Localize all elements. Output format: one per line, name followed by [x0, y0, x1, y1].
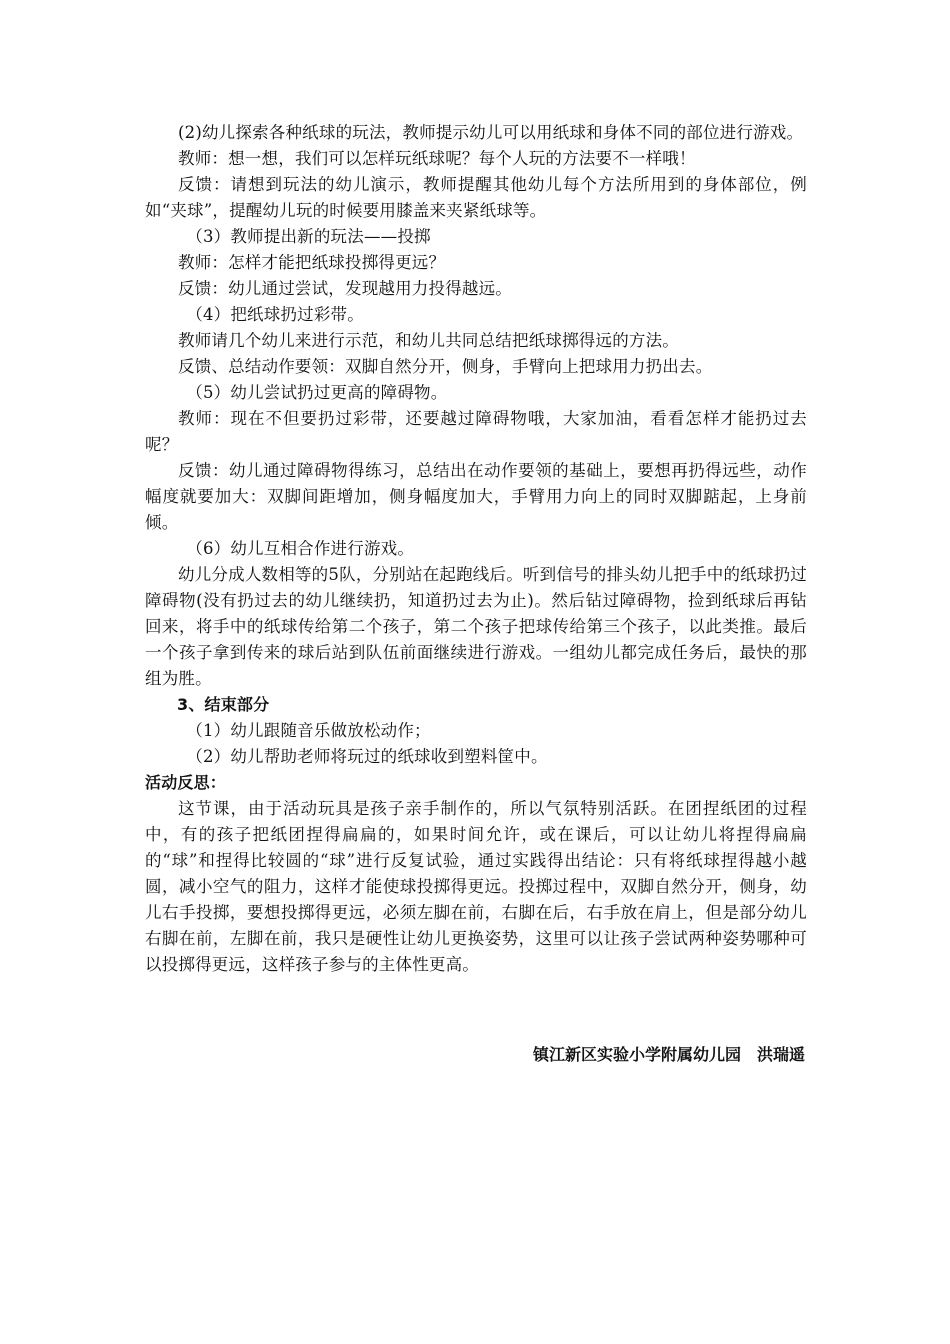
paragraph-feedback-1: 反馈：请想到玩法的幼儿演示，教师提醒其他幼儿每个方法所用到的身体部位，例如“夹球”，提醒幼儿玩的时候要用膝盖来夹紧纸球等。 — [145, 175, 807, 220]
section-heading-ending: 3、结束部分 — [177, 695, 270, 714]
author-signature: 镇江新区实验小学附属幼儿园 洪瑞遥 — [532, 1045, 805, 1064]
paragraph-reflection: 这节课，由于活动玩具是孩子亲手制作的，所以气氛特别活跃。在团捏纸团的过程中，有的孩子把纸团捏得扁扁的，如果时间允许，或在课后，可以让幼儿将捏得扁扁的“球”和捏得比较圆的“球”进行反复试验，通过实践得出结论：只有将纸球捏得越小越圆，减小空气的阻力，这样才能使球投掷得更远。投掷过程中，双脚自然分开，侧身，幼儿右手投掷，要想投掷得更远，必须左脚在前，右脚在后，右手放在肩上，但是部分幼儿右脚在前，左脚在前，我只是硬性让幼儿更换姿势，这里可以让孩子尝试两种姿势哪种可以投掷得更远，这样孩子参与的主体性更高。 — [145, 799, 807, 974]
paragraph-explore-ball-play: (2)幼儿探索各种纸球的玩法，教师提示幼儿可以用纸球和身体不同的部位进行游戏。 — [178, 123, 804, 142]
paragraph-ending-1: （1）幼儿跟随音乐做放松动作； — [186, 721, 431, 740]
paragraph-teacher-demo: 教师请几个幼儿来进行示范，和幼儿共同总结把纸球掷得远的方法。 — [178, 331, 679, 350]
paragraph-teacher-question-2: 教师：怎样才能把纸球投掷得更远？ — [178, 253, 446, 272]
paragraph-step-6: （6）幼儿互相合作进行游戏。 — [186, 539, 415, 558]
section-heading-reflection: 活动反思： — [145, 773, 227, 792]
paragraph-teacher-question-3: 教师：现在不但要扔过彩带，还要越过障碍物哦，大家加油，看看怎样才能扔过去呢？ — [145, 409, 807, 454]
paragraph-step-5: （5）幼儿尝试扔过更高的障碍物。 — [186, 383, 448, 402]
paragraph-feedback-2: 反馈：幼儿通过尝试，发现越用力投得越远。 — [178, 279, 512, 298]
paragraph-step-4: （4）把纸球扔过彩带。 — [186, 305, 364, 324]
paragraph-feedback-4: 反馈：幼儿通过障碍物得练习，总结出在动作要领的基础上，要想再扔得远些，动作幅度就要加大：双脚间距增加，侧身幅度加大，手臂用力向上的同时双脚踮起，上身前倾。 — [145, 461, 807, 532]
paragraph-ending-2: （2）幼儿帮助老师将玩过的纸球收到塑料筐中。 — [186, 747, 548, 766]
spacer — [145, 978, 807, 1042]
paragraph-feedback-3: 反馈、总结动作要领：双脚自然分开，侧身，手臂向上把球用力扔出去。 — [178, 357, 713, 376]
paragraph-teacher-question-1: 教师：想一想，我们可以怎样玩纸球呢？每个人玩的方法要不一样哦！ — [178, 149, 696, 168]
paragraph-step-3: （3）教师提出新的玩法——投掷 — [186, 227, 431, 246]
paragraph-game-rules: 幼儿分成人数相等的5队，分别站在起跑线后。听到信号的排头幼儿把手中的纸球扔过障碍物(没有扔过去的幼儿继续扔，知道扔过去为止)。然后钻过障碍物，捡到纸球后再钻回来，将手中的纸球传给第二个孩子，第二个孩子把球传给第三个孩子，以此类推。最后一个孩子拿到传来的球后站到队伍前面继续进行游戏。一组幼儿都完成任务后，最快的那组为胜。 — [145, 565, 807, 688]
document-page — [145, 120, 807, 1068]
